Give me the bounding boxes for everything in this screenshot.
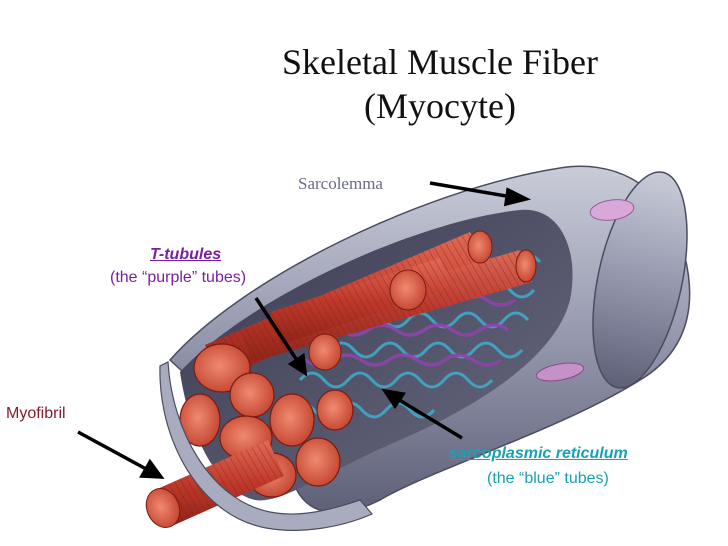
label-t-tubules: T-tubules [150, 246, 222, 263]
label-t-tubules-note: (the “purple” tubes) [110, 269, 247, 286]
page-title: Skeletal Muscle Fiber [282, 42, 598, 82]
arrow-myofibril [78, 432, 148, 470]
label-sarcolemma: Sarcolemma [298, 174, 383, 193]
label-myofibril: Myofibril [6, 405, 66, 422]
arrow-myofibril-head [142, 462, 161, 477]
label-sarcoplasmic-reticulum-note: (the “blue” tubes) [487, 470, 609, 487]
label-sarcoplasmic-reticulum: sarcoplasmic reticulum [449, 445, 628, 462]
page-subtitle: (Myocyte) [364, 86, 516, 126]
